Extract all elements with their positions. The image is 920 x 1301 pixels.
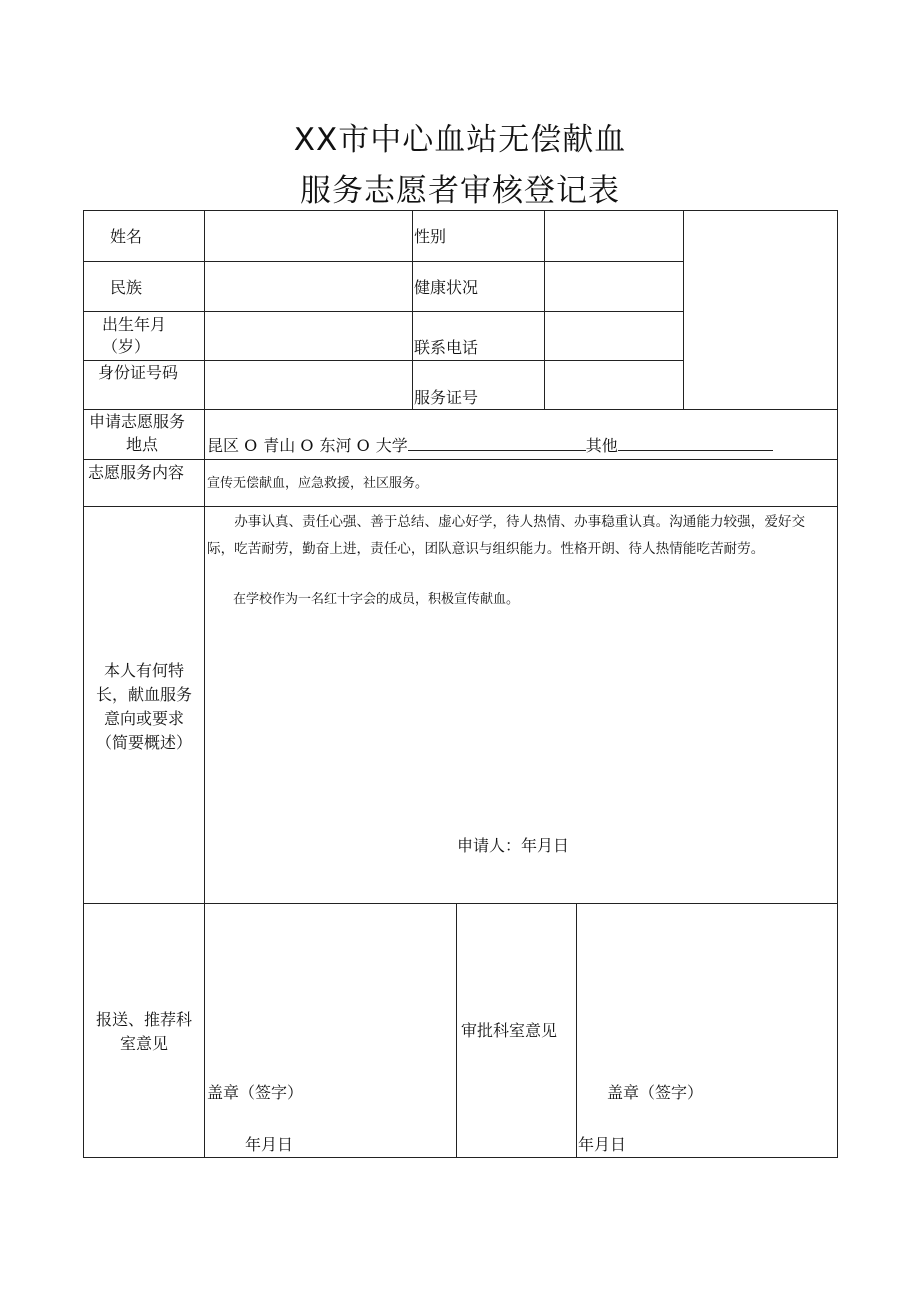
grid-line [412,210,413,409]
grid-line [83,360,684,361]
approve-label: 审批科室意见 [461,1021,558,1040]
photo-area [685,212,836,408]
specialty-label-line-3: 意向或要求 [103,709,184,728]
location-option-kunqu[interactable]: 昆区 [207,436,240,455]
radio-circle-icon[interactable]: O [244,436,258,455]
form-title-line-2: 服务志愿者审核登记表 [300,173,620,209]
service-content-value[interactable]: 宣传无偿献血，应急救援，社区服务。 [207,476,429,491]
grid-line [83,261,684,262]
grid-line [83,903,838,904]
phone-label: 联系电话 [414,338,479,357]
other-blank-line[interactable] [618,434,773,451]
grid-line [456,903,457,1158]
form-title-line-1: XX市中心血站无偿献血 [293,122,627,158]
radio-circle-icon[interactable]: O [356,436,370,455]
specialty-label-line-1: 本人有何特 [103,661,184,680]
grid-line [83,506,838,507]
grid-line [83,311,684,312]
birth-label-line-1: 出生年月 [102,315,167,334]
grid-line [83,459,838,460]
birth-field[interactable] [206,313,410,358]
grid-line [544,210,545,409]
applicant-signature-date: 申请人：年月日 [457,836,570,855]
specialty-text-paragraph-1[interactable]: 办事认真、责任心强、善于总结、虚心好学，待人热情、办事稳重认真。沟通能力较强，爱好交际，吃苦耐劳，勤奋上进，责任心，团队意识与组织能力。性格开朗、待人热情能吃苦耐劳。 [207,514,806,557]
grid-line [576,903,577,1158]
service-number-label: 服务证号 [414,388,479,407]
university-blank-line[interactable] [408,434,586,451]
service-content-label: 志愿服务内容 [88,463,185,482]
health-field[interactable] [546,263,682,309]
health-label: 健康状况 [414,278,479,297]
gender-field[interactable] [546,212,682,259]
specialty-label-line-2: 长，献血服务 [95,685,192,704]
radio-circle-icon[interactable]: O [300,436,314,455]
id-number-field[interactable] [206,362,410,407]
location-option-other[interactable]: 其他 [585,436,618,455]
specialty-text-paragraph-2[interactable]: 在学校作为一名红十字会的成员，积极宣传献血。 [233,592,520,607]
specialty-label-line-4: （简要概述） [95,733,192,752]
name-label: 姓名 [110,227,143,246]
recommend-seal-signature: 盖章（签字） [207,1083,304,1102]
recommend-label-line-1: 报送、推荐科 [95,1010,192,1029]
service-number-field[interactable] [546,362,682,407]
ethnicity-field[interactable] [206,263,410,309]
location-options [207,434,773,456]
location-label-line-1: 申请志愿服务 [89,412,186,431]
location-option-university[interactable]: 大学 [375,436,408,455]
birth-label-line-2: （岁） [102,337,151,356]
grid-line [683,210,684,409]
id-number-label: 身份证号码 [98,363,179,382]
location-option-qingshan[interactable]: 青山 [263,436,296,455]
location-label-line-2: 地点 [126,435,159,454]
grid-line [83,409,838,410]
recommend-date: 年月日 [245,1135,294,1154]
name-field[interactable] [206,212,410,259]
grid-line [204,210,205,1158]
approve-seal-signature: 盖章（签字） [607,1083,704,1102]
ethnicity-label: 民族 [110,278,143,297]
gender-label: 性别 [414,227,447,246]
approve-date: 年月日 [578,1135,627,1154]
phone-field[interactable] [546,313,682,358]
recommend-label-line-2: 室意见 [119,1034,168,1053]
location-option-donghe[interactable]: 东河 [319,436,352,455]
